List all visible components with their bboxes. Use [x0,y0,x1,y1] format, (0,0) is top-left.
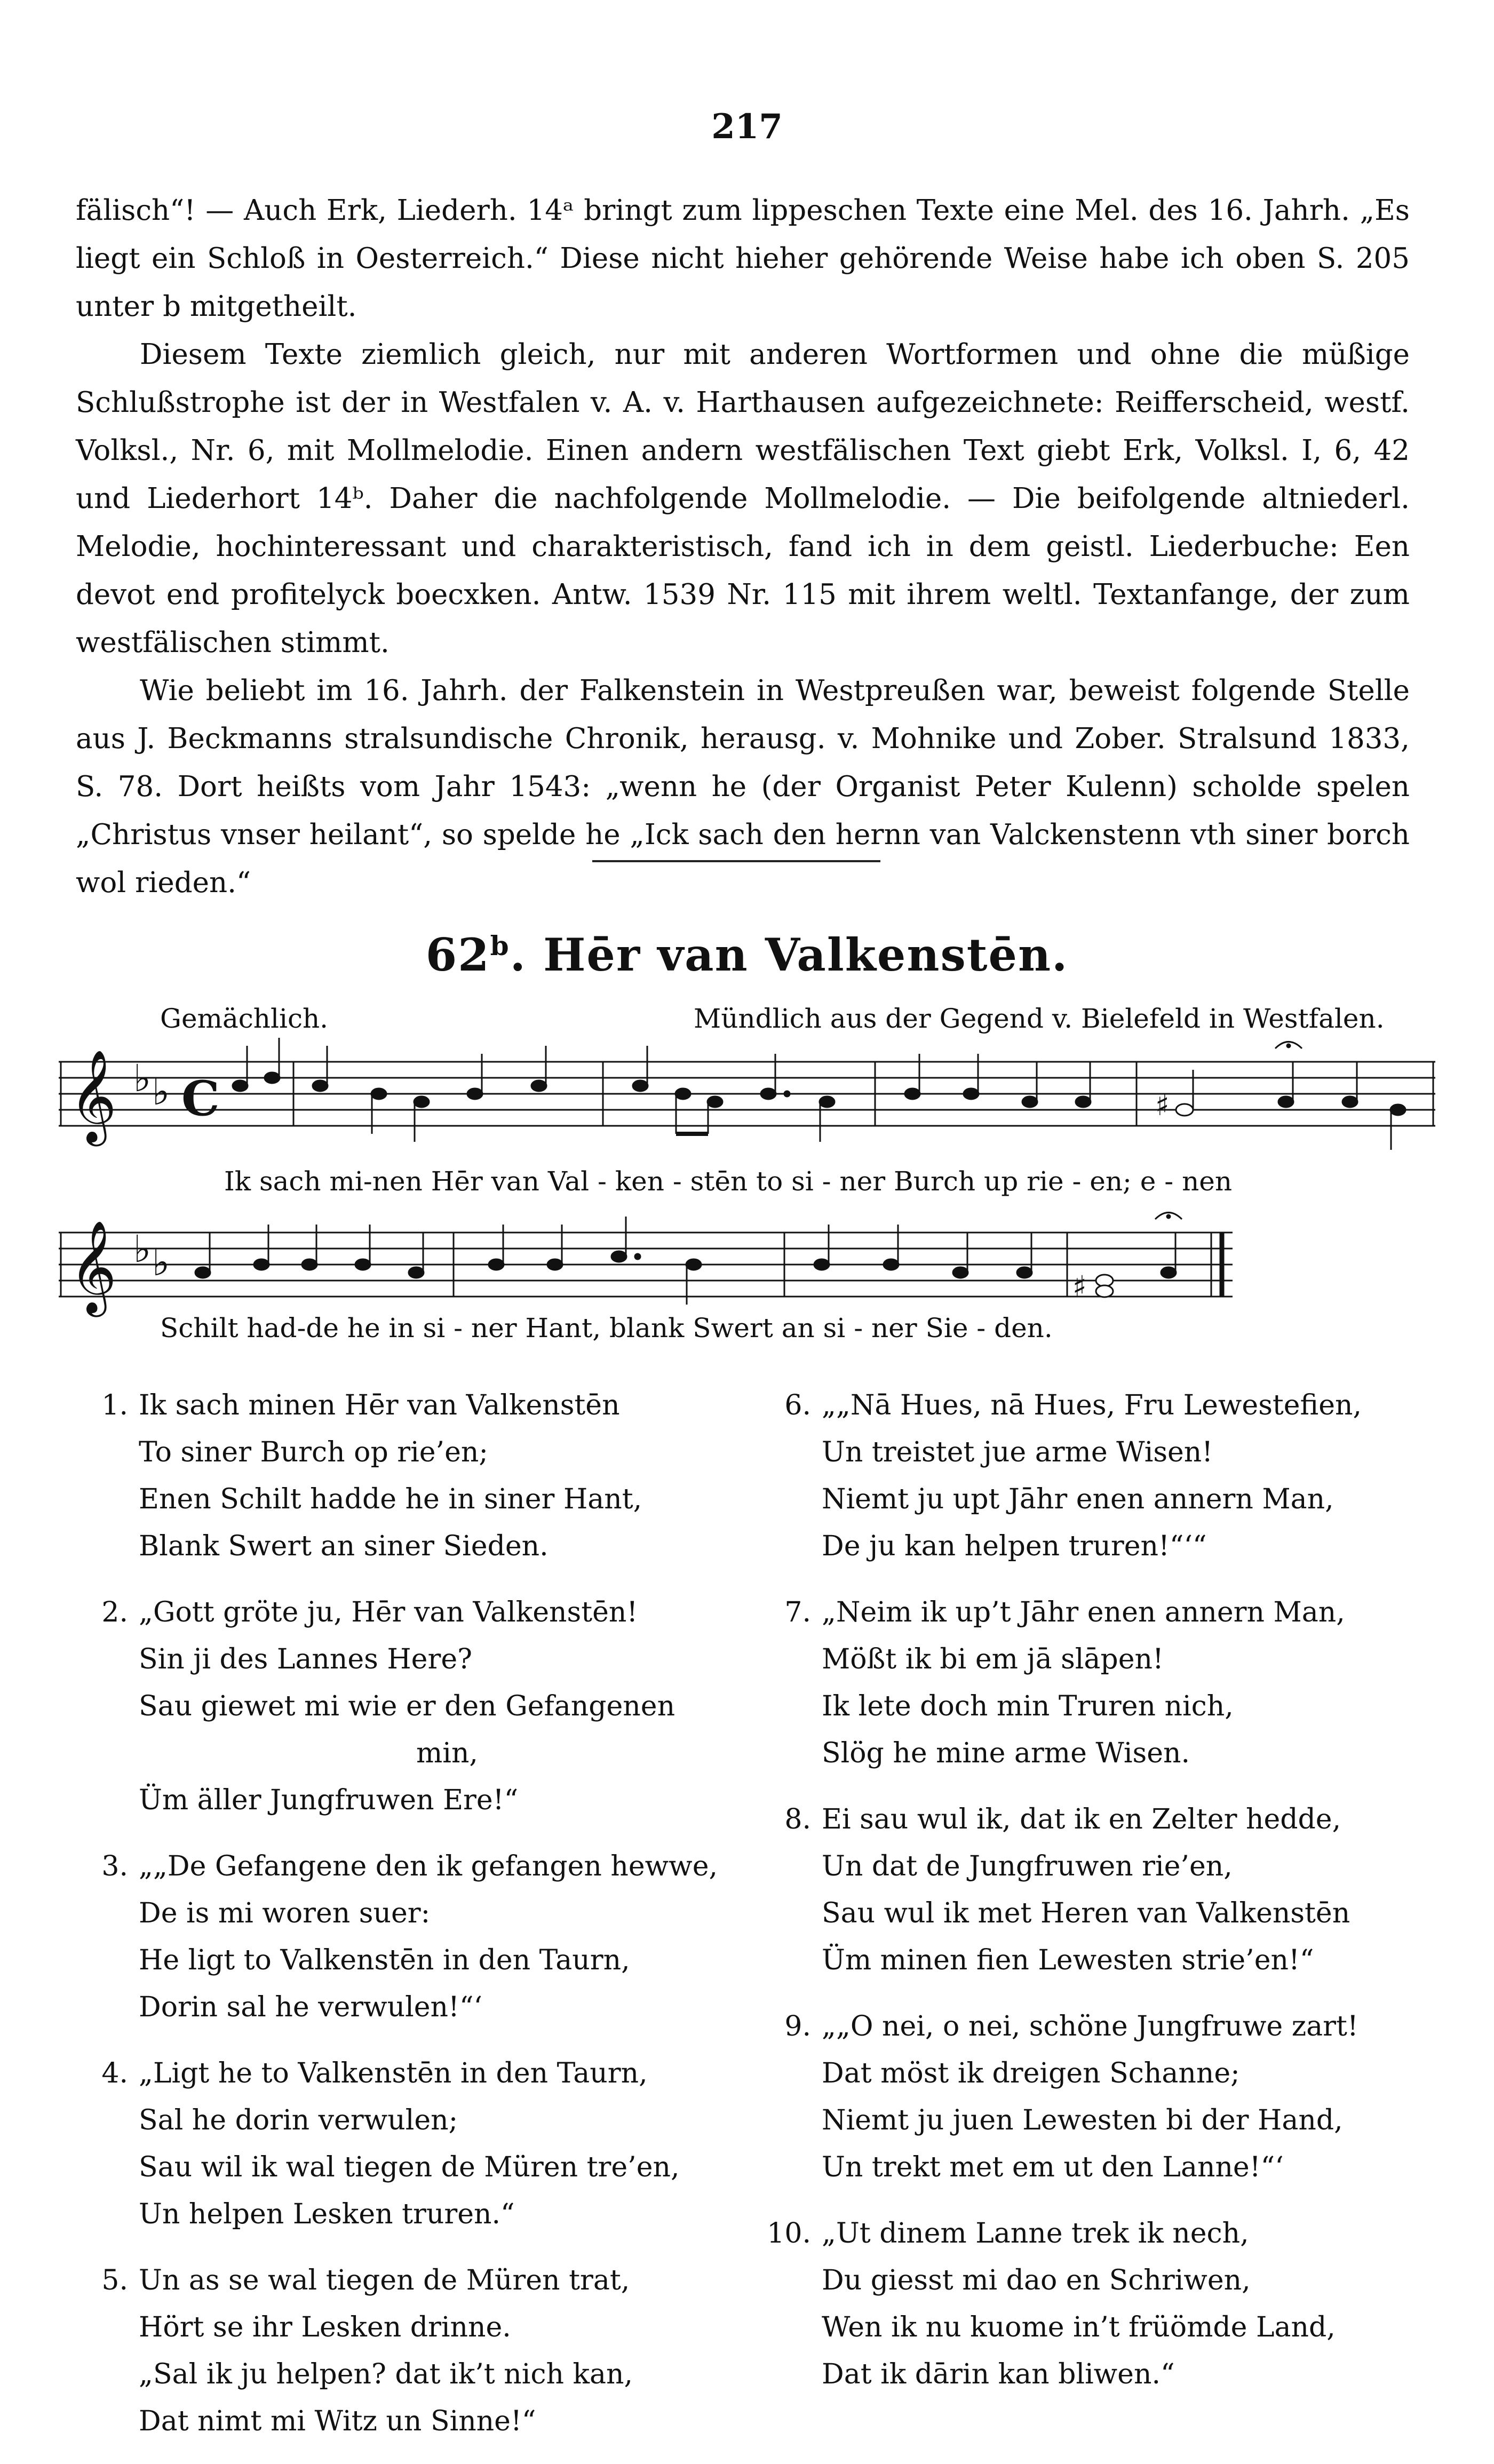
svg-text:C: C [181,1070,220,1127]
verse-line: min, [416,1737,478,1769]
stanza [80,2050,736,2238]
verse-line: Sin ji des Lannes Here? [139,1643,472,1675]
stanzas-left-column [80,1382,736,2464]
stanzas-right-column [763,1382,1435,2417]
verse-line: He ligt to Valkenstēn in den Taurn, [139,1944,630,1976]
intro-paragraph: fälisch“! — Auch Erk, Liederh. 14ᵃ bringt zum lippeschen Texte eine Mel. des 16. Jahrh. „Es liegt ein Schloß in Oesterreich.“ Diese nicht hieher gehörende Weise habe ich oben S. 205 unter b mitgetheilt. [76,194,1410,323]
stanza [763,2003,1435,2191]
music-staff-1 [59,1035,1435,1163]
tempo-marking: Gemächlich. [160,1003,329,1034]
verse-line: Un as se wal tiegen de Müren trat, [139,2264,630,2296]
svg-text:𝄞: 𝄞 [69,1220,117,1313]
song-title [0,928,1494,981]
verse-line: „„Nā Hues, nā Hues, Fru Lewestefien, [822,1389,1362,1421]
stanza [763,2210,1435,2398]
stanza-number: 3. [101,1850,128,1882]
verse-line: Slög he mine arme Wisen. [822,1737,1190,1769]
stanza-number: 4. [101,2057,128,2089]
verse-line: Wen ik nu kuome in’t früömde Land, [822,2311,1336,2343]
intro-text [76,187,1410,907]
verse-line: Blank Swert an siner Sieden. [139,1530,549,1562]
verse-line: Ik lete doch min Truren nich, [822,1690,1234,1722]
page-number: 217 [711,107,783,147]
svg-text:♯: ♯ [1155,1088,1170,1122]
svg-text:♭: ♭ [152,1070,170,1114]
section-divider [592,860,880,862]
verse-line: „„De Gefangene den ik gefangen hewwe, [139,1850,718,1882]
verse-line: Niemt ju juen Lewesten bi der Hand, [822,2104,1343,2136]
intro-paragraph: Diesem Texte ziemlich gleich, nur mit anderen Wortformen und ohne die müßige Schlußstrophe ist der in Westfalen v. A. v. Harthausen aufgezeichnete: Reifferscheid, westf. Volksl., Nr. 6, mit Mollmelodie. Einen andern westfälischen Text giebt Erk, Volksl. I, 6, 42 und Liederhort 14ᵇ. Daher die nachfolgende Mollmelodie. — Die beifolgende altniederl. Melodie, hochinteressant und charakteristisch, fand ich in dem geistl. Liederbuche: Een devot end profitelyck boecxken. Antw. 1539 Nr. 115 mit ihrem weltl. Textanfange, der zum westfälischen stimmt. [76,338,1410,659]
stanza [763,1796,1435,1984]
svg-text:♯: ♯ [1072,1269,1087,1303]
svg-text:♭: ♭ [133,1227,152,1271]
stanza [763,1382,1435,1570]
verse-line: Dat ik dārin kan bliwen.“ [822,2358,1175,2390]
svg-text:𝄞: 𝄞 [69,1050,117,1142]
verse-line: Üm minen fien Lewesten strie’en!“ [822,1944,1314,1976]
verse-line: „Sal ik ju helpen? dat ik’t nich kan, [139,2358,633,2390]
verse-line: Ik sach minen Hēr van Valkenstēn [139,1389,620,1421]
stanza [80,1382,736,1570]
verse-line: „Gott gröte ju, Hēr van Valkenstēn! [139,1596,638,1628]
verse-line: Enen Schilt hadde he in siner Hant, [139,1483,642,1515]
stanza-number: 8. [784,1803,811,1835]
stanza [763,1589,1435,1777]
verse-line: „Ut dinem Lanne trek ik nech, [822,2217,1249,2250]
verse-line: Dat möst ik dreigen Schanne; [822,2057,1240,2089]
verse-line: To siner Burch op rie’en; [139,1436,488,1468]
verse-line: Un helpen Lesken truren.“ [139,2198,515,2230]
verse-line: Hört se ihr Lesken drinne. [139,2311,511,2343]
stanza-number: 6. [784,1389,811,1421]
stanza [80,1589,736,1824]
verse-line: Un treistet jue arme Wisen! [822,1436,1213,1468]
verse-line: Niemt ju upt Jāhr enen annern Man, [822,1483,1334,1515]
verse-line: „Ligt he to Valkenstēn in den Taurn, [139,2057,648,2089]
lyrics-line-2: Schilt had-de he in si - ner Hant, blank Swert an si - ner Sie - den. [160,1313,1053,1344]
stanza-number: 9. [784,2010,811,2042]
verse-line: Sal he dorin verwulen; [139,2104,458,2136]
verse-line: Üm äller Jungfruwen Ere!“ [139,1784,519,1816]
stanza-number: 1. [101,1389,128,1421]
verse-line: Sau wil ik wal tiegen de Müren tre’en, [139,2151,680,2183]
song-number: 62$^b$. [425,928,527,981]
song-title-text: Hēr van Valkenstēn. [543,928,1069,981]
verse-line: Sau wul ik met Heren van Valkenstēn [822,1897,1350,1929]
stanza-number: 2. [101,1596,128,1628]
verse-line: Un dat de Jungfruwen rie’en, [822,1850,1233,1882]
svg-text:♭: ♭ [133,1056,152,1100]
verse-line: De ju kan helpen truren!“‘“ [822,1530,1207,1562]
intro-paragraph: Wie beliebt im 16. Jahrh. der Falkenstein in Westpreußen war, beweist folgende Stelle aus J. Beckmanns stralsundische Chronik, herausg. v. Mohnike und Zober. Stralsund 1833, S. 78. Dort heißts vom Jahr 1543: „wenn he (der Organist Peter Kulenn) scholde spelen „Christus vnser heilant“, so spelde he „Ick sach den hernn van Valckenstenn vth siner borch wol rieden.“ [76,674,1410,899]
verse-line: Sau giewet mi wie er den Gefangenen [139,1690,676,1722]
lyrics-line-1: Ik sach mi-nen Hēr van Val - ken - stēn to si - ner Burch up rie - en; e - nen [224,1166,1233,1197]
verse-line: Un trekt met em ut den Lanne!“‘ [822,2151,1284,2183]
verse-line: „Neim ik up’t Jāhr enen annern Man, [822,1596,1345,1628]
verse-line: „„O nei, o nei, schöne Jungfruwe zart! [822,2010,1358,2042]
verse-line: De is mi woren suer: [139,1897,431,1929]
stanza [80,2257,736,2445]
verse-line: Du giesst mi dao en Schriwen, [822,2264,1251,2296]
verse-line: Dat nimt mi Witz un Sinne!“ [139,2405,536,2437]
song-source: Mündlich aus der Gegend v. Bielefeld in Westfalen. [694,1003,1385,1034]
verse-line: Dorin sal he verwulen!“‘ [139,1991,483,2023]
stanza-number: 7. [784,1596,811,1628]
stanza [80,1843,736,2031]
svg-text:♭: ♭ [152,1241,170,1284]
stanza-number: 5. [101,2264,128,2296]
verse-line: Ei sau wul ik, dat ik en Zelter hedde, [822,1803,1341,1835]
stanza-number: 10. [767,2217,811,2250]
verse-line: Mößt ik bi em jā slāpen! [822,1643,1164,1675]
